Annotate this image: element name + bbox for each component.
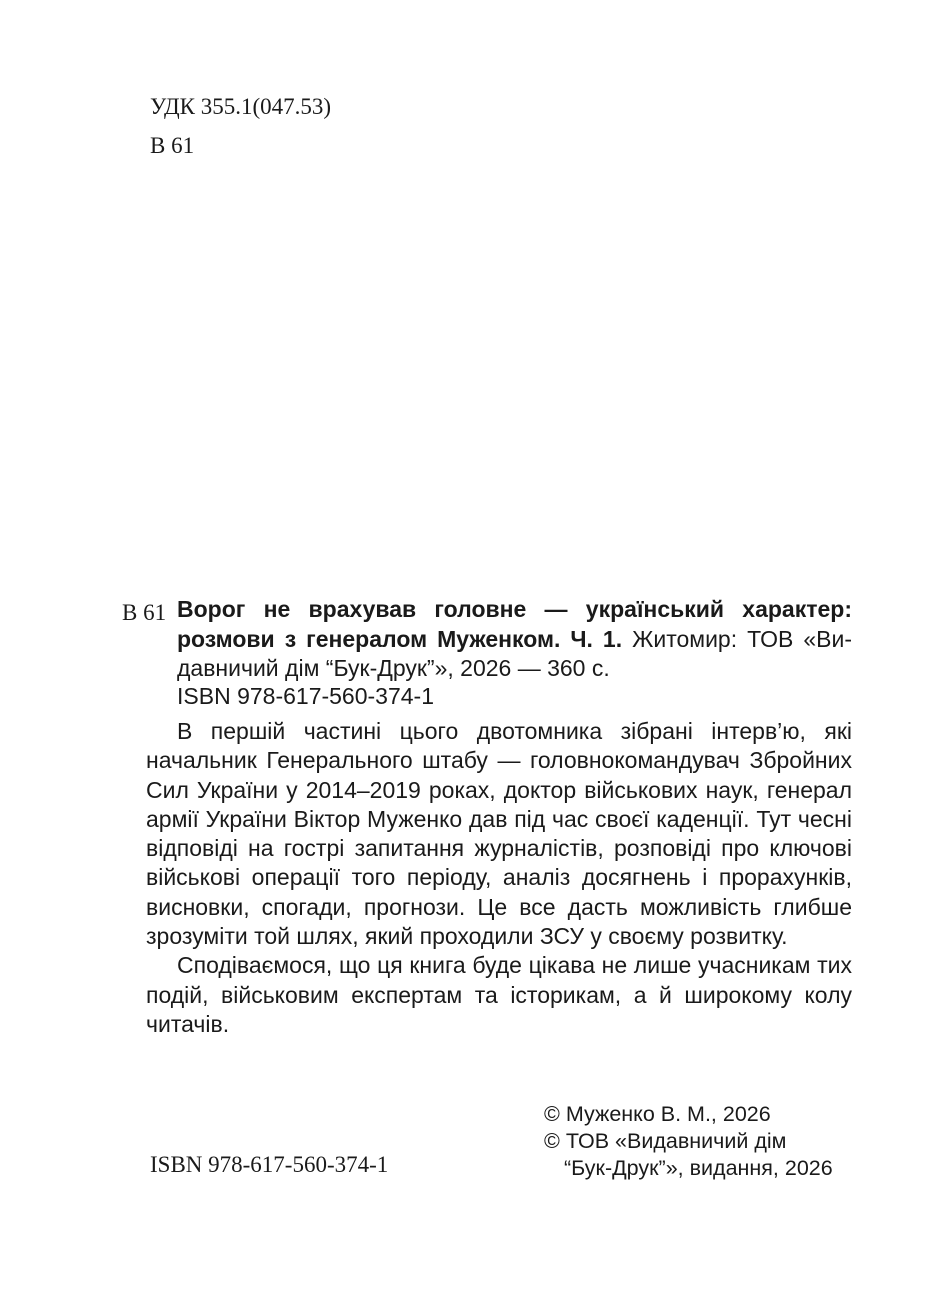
copyright-publisher-cont: “Бук-Друк”», видання, 2026 — [564, 1156, 833, 1180]
copyright-publisher: © ТОВ «Видавничий дім — [544, 1129, 787, 1153]
book-title-line-2-text: розмови з генералом Муженком. Ч. 1. — [177, 625, 623, 652]
imprint-line-2: Житомир: ТОВ «Ви- — [622, 625, 852, 652]
book-title-line-2 — [177, 625, 852, 655]
author-mark: В 61 — [122, 600, 167, 625]
bibliographic-description — [177, 595, 852, 684]
book-title-line-1: Ворог не врахував головне — український характер: — [177, 596, 852, 622]
isbn-in-description: ISBN 978-617-560-374-1 — [177, 683, 434, 709]
copyright-block — [544, 1101, 833, 1182]
copyright-author: © Муженко В. М., 2026 — [544, 1102, 771, 1126]
annotation-paragraph-2: Сподіваємося, що ця книга буде цікава не лише учасникам тих подій, військовим експертам та історикам, а й широкому колу читачів. — [146, 952, 852, 1037]
imprint-line-3: давничий дім “Бук-Друк”», 2026 — 360 с. — [177, 655, 610, 681]
isbn-footer: ISBN 978-617-560-374-1 — [150, 1152, 389, 1177]
annotation — [146, 717, 852, 1039]
udc-code: УДК 355.1(047.53) — [150, 94, 332, 119]
bbk-code: В 61 — [150, 133, 195, 158]
annotation-paragraph-1: В першій частині цього двотомника зібрані інтерв’ю, які начальник Генерального штабу — головнокомандувач Збройних Сил України у 2014–2019 роках, доктор військових наук, генерал армії України Віктор Муженко дав під час своєї каденції. Тут чесні відповіді на гострі запитання журналістів, розповіді про ключові військові операції того періоду, аналіз досягнень і прорахунків, висновки, спогади, прогнози. Це все дасть можливість глибше зрозуміти той шлях, який проходили ЗСУ у своєму розвитку. — [146, 718, 852, 950]
